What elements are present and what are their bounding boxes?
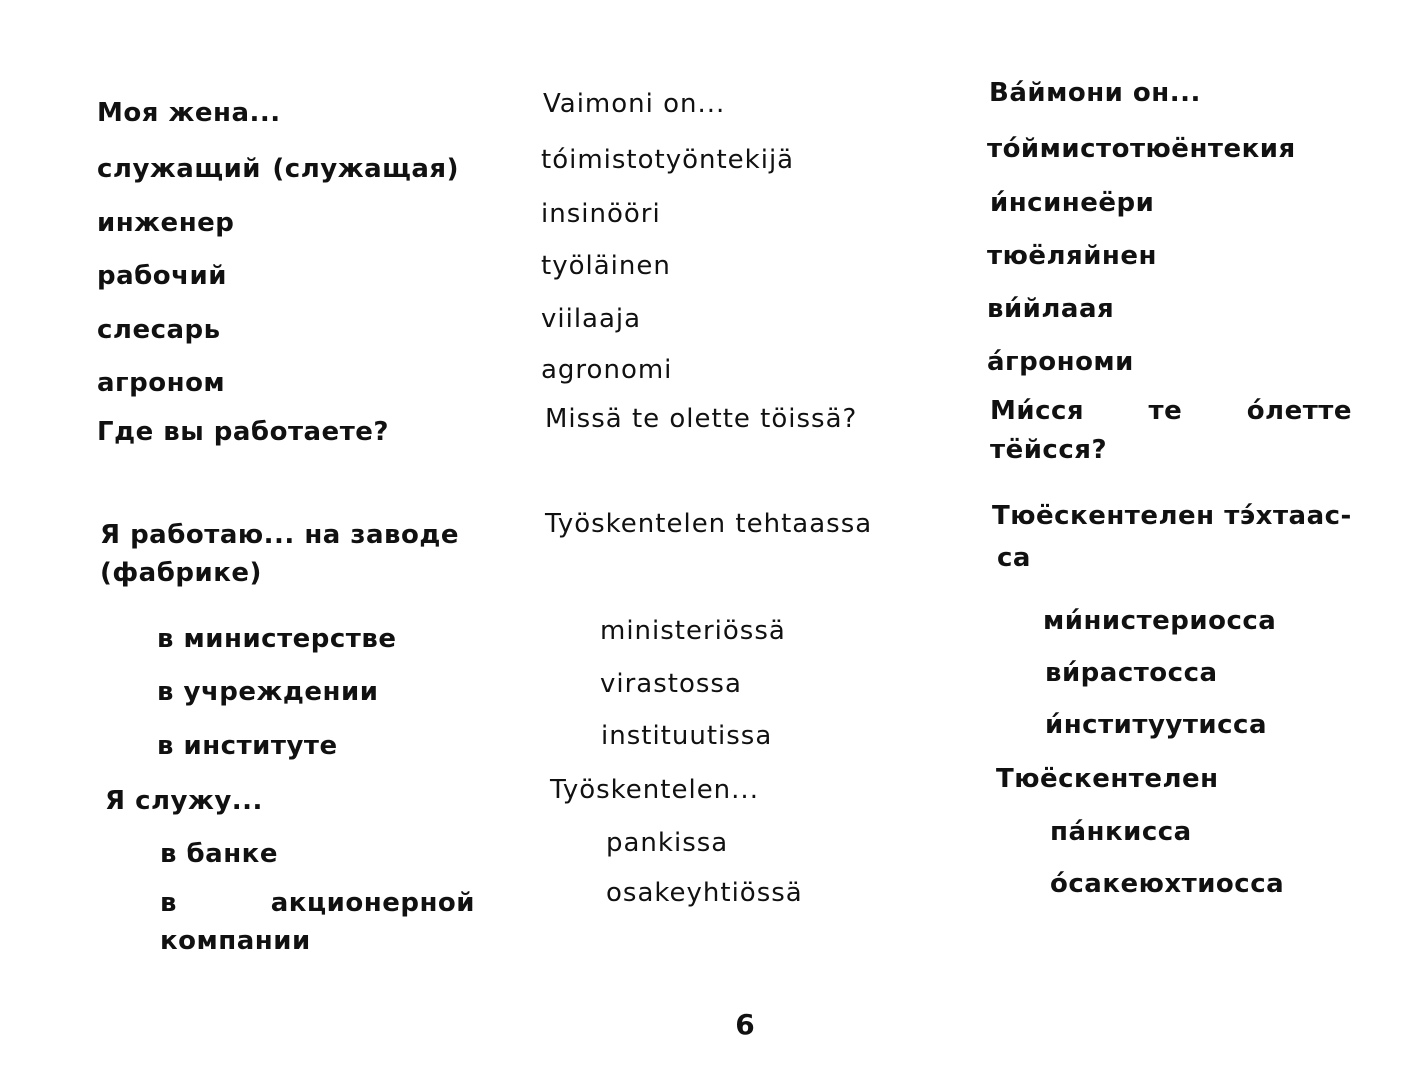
finnish-word-fitter: viilaaja: [541, 304, 642, 334]
transcription-word-fitter: ви́йлаая: [987, 294, 1115, 324]
finnish-answer-factory: Työskentelen tehtaassa: [545, 509, 873, 539]
russian-word-worker: рабочий: [97, 261, 227, 291]
russian-place-company-adj: акционерной: [270, 888, 475, 918]
transcription-question-line2: тёйсся?: [990, 435, 1108, 465]
russian-answer-factory: Я работаю... на заводе: [100, 520, 459, 550]
transcription-heading: Ва́ймони он...: [989, 78, 1201, 108]
finnish-word-worker: työläinen: [541, 251, 671, 281]
russian-word-employee-m: служащий: [97, 154, 261, 184]
russian-place-institute: в институте: [157, 731, 338, 761]
finnish-work-phrase: Työskentelen...: [550, 775, 759, 805]
russian-place-company-prep: в: [160, 888, 177, 918]
russian-heading: Моя жена...: [97, 98, 281, 128]
finnish-word-agronomist: agronomi: [541, 355, 673, 385]
finnish-place-institute: instituutissa: [601, 721, 773, 751]
transcription-place-ministry: ми́нистериосса: [1043, 606, 1277, 636]
transcription-place-company: о́сакеюхтиосса: [1050, 869, 1285, 899]
transcription-place-institute: и́нституутисса: [1045, 710, 1268, 740]
transcription-answer-factory-cont: са: [997, 543, 1031, 573]
transcription-place-bank: па́нкисса: [1050, 817, 1192, 847]
page-number: 6: [735, 1008, 755, 1041]
russian-place-office: в учреждении: [157, 677, 379, 707]
russian-place-company: [160, 884, 475, 922]
transcription-word-engineer: и́нсинеёри: [990, 188, 1155, 218]
transcription-question-part1: Ми́сся: [990, 396, 1085, 426]
russian-place-company-noun: компании: [160, 926, 311, 956]
russian-question-work: Где вы работаете?: [97, 417, 389, 447]
russian-word-employee-f: (служащая): [272, 154, 459, 184]
russian-word-employee: [97, 150, 459, 188]
finnish-place-bank: pankissa: [606, 828, 729, 858]
transcription-work-phrase: Тюёскентелен: [996, 764, 1219, 794]
russian-word-engineer: инженер: [97, 208, 235, 238]
finnish-place-company: osakeyhtiössä: [606, 878, 803, 908]
finnish-heading: Vaimoni on...: [543, 89, 726, 119]
russian-answer-factory-alt: (фабрике): [100, 558, 262, 588]
russian-serve-phrase: Я служу...: [105, 786, 263, 816]
transcription-word-agronomist: а́грономи: [987, 347, 1134, 377]
finnish-word-employee: tóimistotyöntekijä: [541, 145, 795, 175]
finnish-word-engineer: insinööri: [541, 199, 661, 229]
transcription-answer-factory: Тюёскентелен тэ́хтаас-: [992, 501, 1352, 531]
russian-word-fitter: слесарь: [97, 315, 221, 345]
transcription-word-employee: то́ймистотюёнтекия: [987, 134, 1296, 164]
russian-place-bank: в банке: [160, 839, 278, 869]
transcription-question-line1: [990, 392, 1352, 430]
finnish-place-ministry: ministeriössä: [600, 616, 786, 646]
transcription-word-worker: тюёляйнен: [987, 241, 1157, 271]
finnish-question-work: Missä te olette töissä?: [545, 404, 858, 434]
finnish-place-office: virastossa: [600, 669, 742, 699]
russian-place-ministry: в министерстве: [157, 624, 397, 654]
russian-word-agronomist: агроном: [97, 368, 226, 398]
transcription-question-part3: о́летте: [1246, 396, 1352, 426]
transcription-question-part2: те: [1148, 396, 1183, 426]
transcription-place-office: ви́растосса: [1045, 658, 1218, 688]
